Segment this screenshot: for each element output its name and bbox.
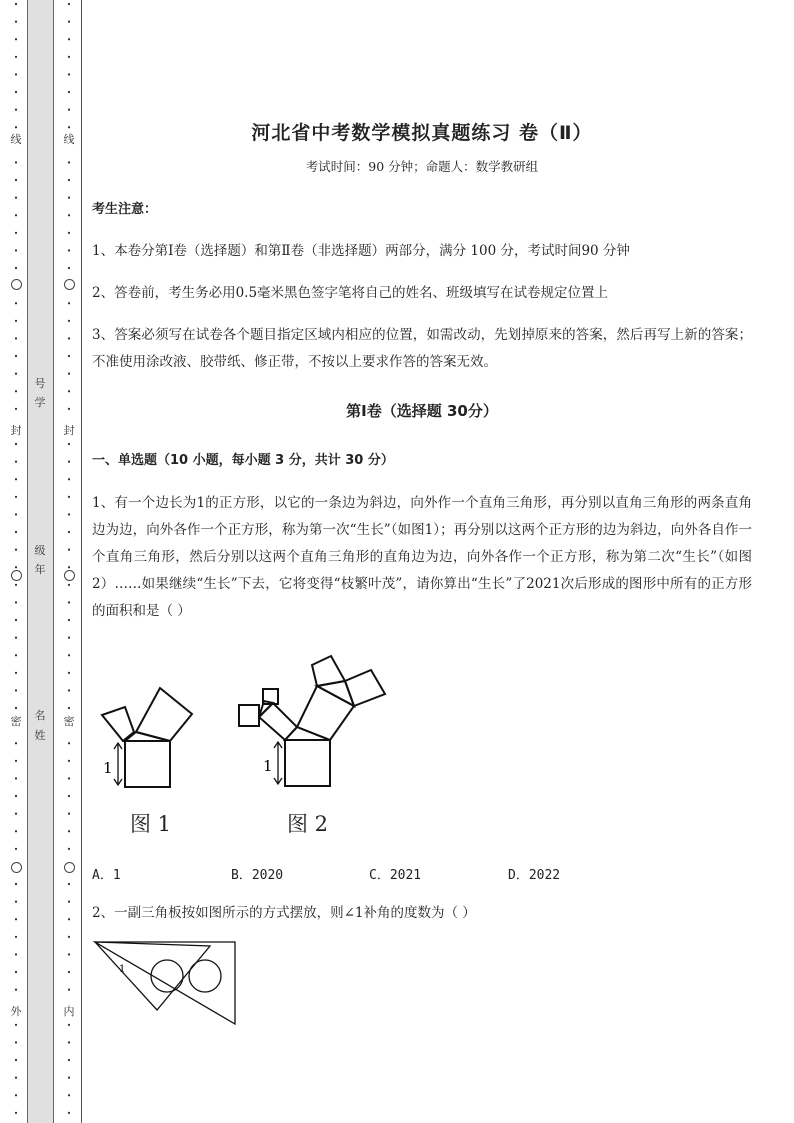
notice-heading: 考生注意： bbox=[92, 202, 158, 217]
outer-dotted-line bbox=[9, 0, 23, 1123]
strip-border-left bbox=[27, 0, 28, 1123]
strip-label-ji: 级 bbox=[34, 544, 46, 557]
strip-border-right bbox=[53, 0, 54, 1123]
outer-circle-mark bbox=[11, 279, 22, 290]
fig2-left-square bbox=[259, 703, 297, 740]
question-1-text: 1、有一个边长为1的正方形，以它的一条边为斜边，向外作一个直角三角形，再分别以直角三角形的两条直角边为边，向外各作一个正方形，称为第一次“生长”（如图1）；再分别以这两个正方形的边为斜边，向外各自作一个直角三角形，然后分别以这两个直角三角形的直角边为边，向外各作一个正方形，称为第二次“生长”（如图2）……如果继续“生长”下去，它将变得“枝繁叶茂”，请你算出“生长”了2021次后形成的图形中所有的正方形的面积和是（ ） bbox=[92, 495, 752, 619]
figure-2 bbox=[239, 656, 385, 786]
fig2-caption: 图 2 bbox=[287, 812, 329, 836]
notice-item-2: 2、答卷前，考生务必用0.5毫米黑色签字笔将自己的姓名、班级填写在试卷规定位置上 bbox=[92, 285, 609, 301]
option-c[interactable]: C．2021 bbox=[369, 868, 422, 883]
fig2-base-square bbox=[285, 740, 330, 786]
fig1-right-square bbox=[136, 688, 192, 741]
strip-label-xue: 学 bbox=[34, 396, 46, 409]
inner-circle-mark bbox=[64, 862, 75, 873]
section-heading: 一、单选题（10 小题，每小题 3 分，共计 30 分） bbox=[92, 453, 394, 468]
strip-label-hao: 号 bbox=[34, 377, 46, 390]
set-square-hole-left bbox=[151, 960, 183, 992]
set-square-large bbox=[95, 942, 235, 1024]
strip-label-nian: 年 bbox=[34, 563, 46, 576]
outer-circle-mark bbox=[11, 862, 22, 873]
outer-label-line: 线 bbox=[10, 133, 22, 146]
option-a[interactable]: A．1 bbox=[92, 868, 121, 883]
outer-label-outside: 外 bbox=[10, 1005, 22, 1018]
fig2-right-square bbox=[297, 686, 354, 740]
outer-circle-mark bbox=[11, 570, 22, 581]
notice-item-3: 3、答案必须写在试卷各个题目指定区域内相应的位置，如需改动，先划掉原来的答案，然后再写上新的答案；不准使用涂改液、胶带纸、修正带，不按以上要求作答的答案无效。 bbox=[92, 327, 752, 370]
fig1-caption: 图 1 bbox=[130, 812, 172, 836]
fig2-right-small-square-a bbox=[312, 656, 345, 686]
binding-margin bbox=[0, 0, 82, 1123]
notice-item-1: 1、本卷分第Ⅰ卷（选择题）和第Ⅱ卷（非选择题）两部分，满分 100 分，考试时间90 分钟 bbox=[92, 243, 630, 259]
option-b[interactable]: B．2020 bbox=[231, 868, 284, 883]
inner-label-inside: 内 bbox=[63, 1005, 75, 1018]
inner-dotted-line bbox=[62, 0, 76, 1123]
strip-label-ming: 名 bbox=[34, 709, 46, 722]
outer-label-secret: 密 bbox=[10, 715, 22, 728]
inner-circle-mark bbox=[64, 570, 75, 581]
inner-label-line: 线 bbox=[63, 133, 75, 146]
fig2-side-label: 1 bbox=[263, 757, 273, 775]
exam-title: 河北省中考数学模拟真题练习 卷（Ⅱ） bbox=[251, 122, 593, 144]
angle-1-label: 1 bbox=[119, 964, 126, 975]
margin-rule bbox=[81, 0, 82, 1123]
inner-label-secret: 密 bbox=[63, 715, 75, 728]
strip-label-xing: 姓 bbox=[34, 729, 46, 742]
question-2-figure bbox=[92, 938, 252, 1030]
inner-label-seal: 封 bbox=[63, 424, 75, 437]
fig2-left-small-square-a bbox=[239, 705, 259, 726]
fig1-side-label: 1 bbox=[103, 759, 113, 777]
fig2-right-small-square-b bbox=[345, 670, 385, 706]
option-d[interactable]: D．2022 bbox=[508, 868, 561, 883]
outer-label-seal: 封 bbox=[10, 424, 22, 437]
fig1-base-square bbox=[125, 741, 170, 787]
inner-circle-mark bbox=[64, 279, 75, 290]
part1-title: 第Ⅰ卷（选择题 30分） bbox=[346, 402, 498, 420]
figure-1 bbox=[102, 688, 192, 787]
set-square-hole-right bbox=[189, 960, 221, 992]
exam-subtitle: 考试时间：90 分钟；命题人：数学教研组 bbox=[305, 159, 539, 174]
question-2-text: 2、一副三角板按如图所示的方式摆放，则∠1补角的度数为（ ） bbox=[92, 905, 476, 921]
fig1-left-square bbox=[102, 707, 134, 741]
